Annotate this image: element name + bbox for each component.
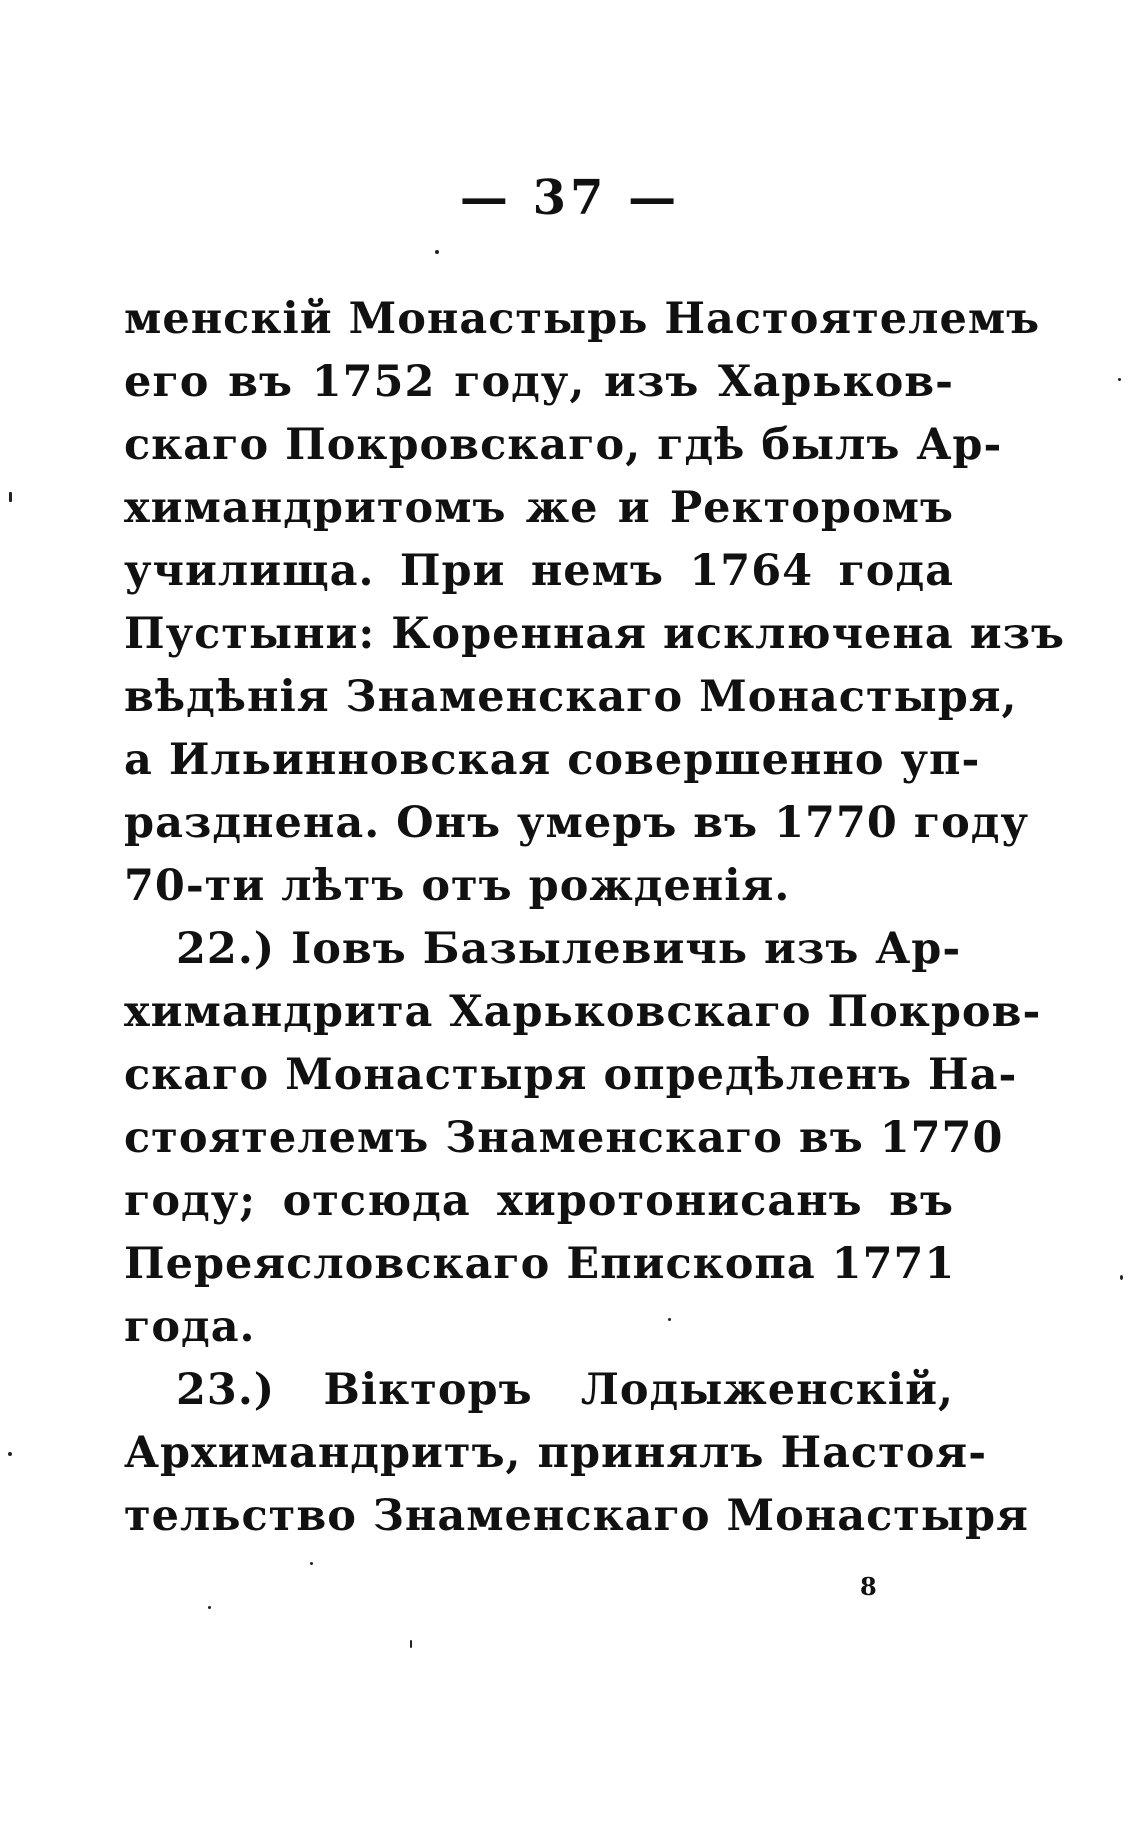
text-line: году; отсюда хиротонисанъ въ: [124, 1176, 954, 1226]
text-line: скаго Монастыря опредѣленъ На-: [124, 1050, 1018, 1100]
scan-speck: [435, 250, 439, 254]
text-line: менскій Монастырь Настоятелемъ: [124, 294, 1041, 344]
text-line: стоятелемъ Знаменскаго въ 1770: [124, 1113, 1004, 1163]
text-line: Пустыни: Коренная исключена изъ: [124, 609, 1066, 659]
scan-speck: [410, 1640, 412, 1648]
body-text: [124, 288, 1066, 1548]
text-line: 70-ти лѣтъ отъ рожденія.: [124, 861, 791, 911]
text-line: химандритомъ же и Ректоромъ: [124, 483, 954, 533]
scan-speck: [9, 492, 12, 502]
text-line: скаго Покровскаго, гдѣ былъ Ар-: [124, 420, 1003, 470]
text-line: разднена. Онъ умеръ въ 1770 году: [124, 798, 1029, 848]
text-line: училища. При немъ 1764 года: [124, 546, 954, 596]
text-line: 22.) Іовъ Базылевичь изъ Ар-: [176, 924, 962, 974]
page-number: — 37 —: [459, 170, 681, 226]
text-line: Архимандритъ, принялъ Настоя-: [124, 1428, 988, 1478]
signature-mark: 8: [860, 1572, 877, 1601]
text-line: его въ 1752 году, изъ Харьков-: [124, 357, 954, 407]
scan-speck: [310, 1562, 313, 1565]
scan-speck: [8, 1452, 12, 1456]
text-line: вѣдѣнія Знаменскаго Монастыря,: [124, 672, 1018, 722]
text-line: химандрита Харьковскаго Покров-: [124, 987, 1042, 1037]
text-line: 23.) Вікторъ Лодыженскій,: [176, 1365, 954, 1415]
scan-speck: [668, 1318, 671, 1321]
scan-speck: [1118, 378, 1121, 381]
scan-speck: [208, 1606, 211, 1609]
text-line: тельство Знаменскаго Монастыря: [124, 1491, 1029, 1541]
text-line: а Ильинновская совершенно уп-: [124, 735, 981, 785]
scan-speck: [1120, 1275, 1123, 1280]
text-line: Переясловскаго Епископа 1771: [124, 1239, 956, 1289]
text-line: года.: [124, 1302, 256, 1352]
